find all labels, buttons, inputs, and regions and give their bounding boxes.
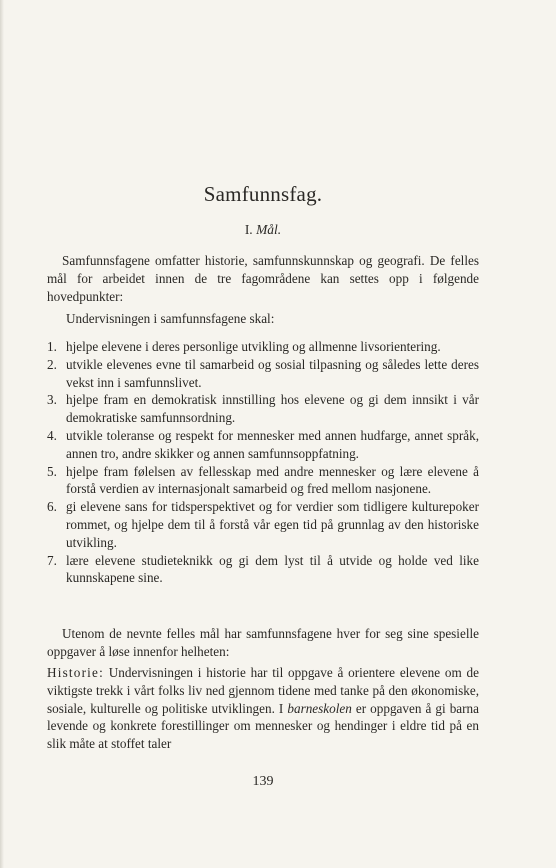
list-item-text: hjelpe fram en demokratisk innstilling hos elevene og gi dem innsikt i vår demokratiske samfunnsordning. [66, 392, 479, 426]
page-edge-shadow [0, 0, 4, 868]
history-text-part1: Undervisningen i historie har til oppgave å orientere elevene om de viktigste trekk i vårt folks liv ned gjennom tidene med tanke på den økonomiske, sosiale, kulturelle og politiske utviklingen. I [47, 665, 479, 716]
history-term: barneskolen [287, 700, 352, 716]
list-item-text: lære elevene studieteknikk og gi dem lyst til å utvide og holde ved like kunnskapene sine. [66, 552, 479, 586]
list-lead-line: Undervisningen i samfunnsfagene skal: [66, 311, 275, 326]
list-item-text: hjelpe elevene i deres personlige utvikling og allmenne livsorientering. [66, 339, 441, 354]
list-item-number: 7. [47, 552, 57, 568]
list-item [47, 552, 479, 588]
outro-paragraph: Utenom de nevnte felles mål har samfunnsfagene hver for seg sine spesielle oppgaver å løse innenfor helheten: [47, 626, 479, 659]
list-item-number: 1. [47, 339, 57, 354]
list-item-number: 6. [47, 499, 57, 515]
history-label: Historie: [47, 665, 104, 680]
list-item [47, 338, 479, 356]
chapter-heading: Samfunnsfag. [203, 182, 323, 206]
list-item-text: utvikle toleranse og respekt for mennesker med annen hudfarge, annet språk, annen tro, andre skikker og annen samfunnsoppfatning. [66, 427, 479, 461]
history-paragraph [47, 664, 479, 753]
list-item [47, 391, 479, 427]
intro-paragraph: Samfunnsfagene omfatter historie, samfunnskunnskap og geografi. De felles mål for arbeidet innen de tre fagområdene kan settes opp i følgende hovedpunkter: [47, 253, 479, 304]
section-number: I. [244, 222, 253, 237]
list-item-number: 2. [47, 356, 57, 372]
list-item-number: 5. [47, 463, 57, 479]
list-item [47, 463, 479, 499]
list-item-number: 3. [47, 392, 57, 408]
list-item-text: gi elevene sans for tidsperspektivet og for verdier som tidligere kulturepoker rommet, og hjelpe dem til å forstå vår egen tid på grunnlag av den historiske utvikling. [66, 499, 479, 550]
list-item [47, 356, 479, 392]
list-item-text: hjelpe fram følelsen av fellesskap med andre mennesker og lære elevene å forstå verdien av internasjonalt samarbeid og fred mellom nasjonene. [66, 463, 479, 497]
history-text-part2: er oppgaven å gi barna levende og konkrete forestillinger om mennesker og hendinger i eldre tid på en slik måte at stoffet taler [47, 700, 479, 752]
page-number: 139 [252, 774, 274, 789]
list-item [47, 427, 479, 463]
list-item-text: utvikle elevenes evne til samarbeid og sosial tilpasning og således lette deres vekst inn i samfunnslivet. [66, 356, 479, 390]
section-title: Mål. [256, 222, 282, 237]
goals-list [47, 338, 479, 587]
list-item [47, 498, 479, 551]
list-item-number: 4. [47, 427, 57, 443]
section-heading [47, 222, 479, 238]
